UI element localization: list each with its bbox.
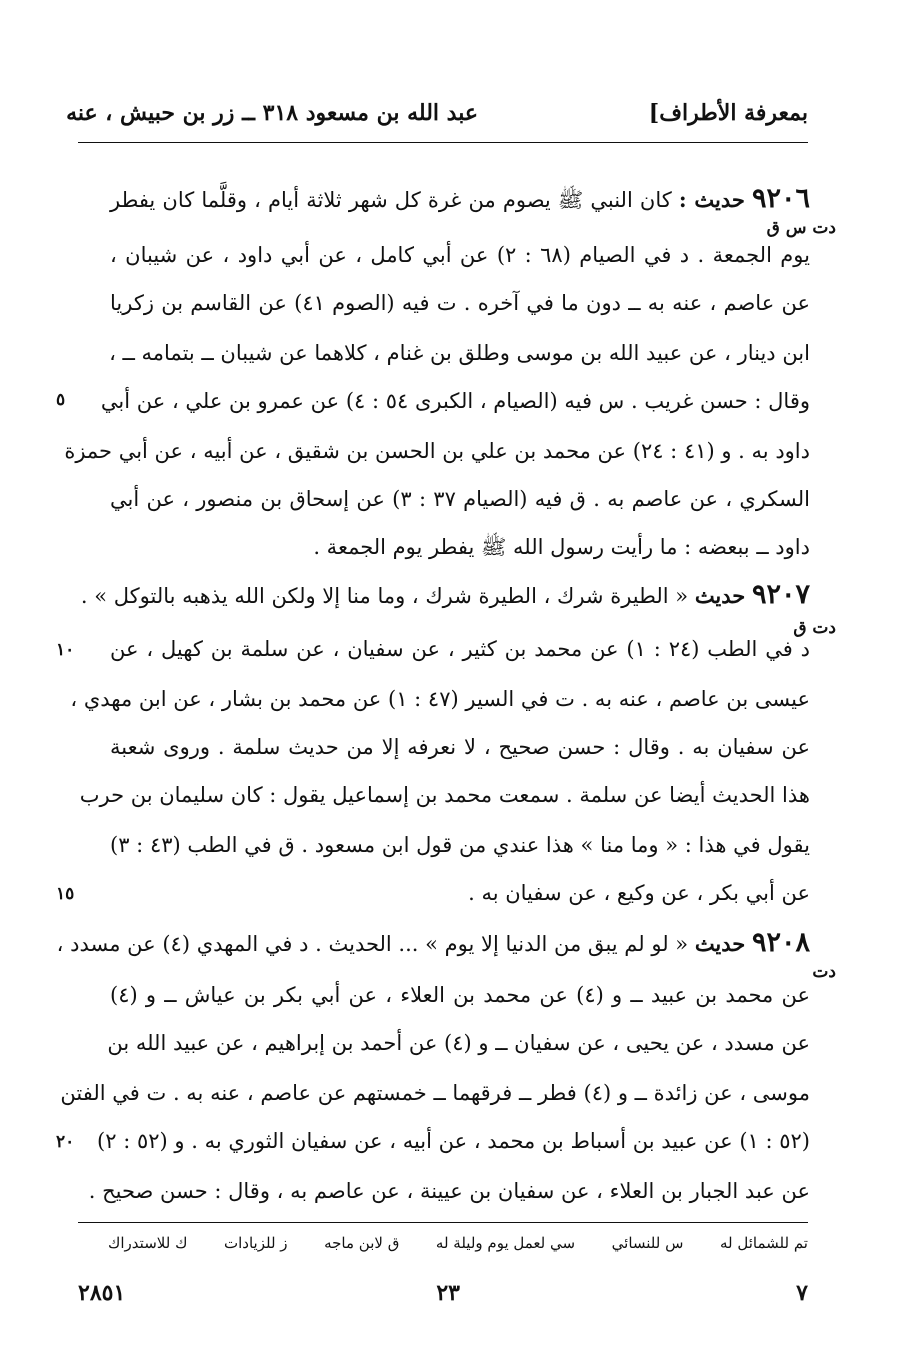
footnote-item: ز للزيادات — [224, 1234, 288, 1252]
entry-9207-line-1 — [80, 579, 810, 611]
entry-sigla: دت س ق — [766, 218, 836, 238]
entry-sigla: دت ق — [793, 618, 836, 638]
entry-line: وقال : حسن غريب . س فيه (الصيام ، الكبرى ٥٤ : ٤) عن عمرو بن علي ، عن أبي — [100, 389, 810, 413]
footer-page-number: ٢٣ — [436, 1280, 460, 1306]
footnote-item: ك للاستدراك — [108, 1234, 188, 1252]
line-number: ٥ — [56, 390, 66, 410]
header-rule — [78, 142, 808, 143]
entry-line: عن أبي بكر ، عن وكيع ، عن سفيان به . — [468, 881, 810, 905]
header-right: بمعرفة الأطراف] — [648, 100, 808, 126]
entry-number: ٩٢٠٧ — [751, 579, 810, 610]
entry-text: « الطيرة شرك ، الطيرة شرك ، وما منا إلا ولكن الله يذهبه بالتوكل » . — [80, 584, 689, 608]
entry-line: عيسى بن عاصم ، عنه به . ت في السير (٤٧ : ١) عن محمد بن بشار ، عن ابن مهدي ، — [70, 687, 810, 711]
footnote-item: ق لابن ماجه — [324, 1234, 400, 1252]
footnote-rule — [78, 1222, 808, 1223]
running-header — [66, 96, 808, 136]
entry-line: (٥٢ : ١) عن عبيد بن أسباط بن محمد ، عن أبيه ، عن سفيان الثوري به . و (٥٢ : ٢) — [97, 1129, 810, 1153]
entry-keyword: حديث — [694, 931, 746, 956]
entry-line: السكري ، عن عاصم به . ق فيه (الصيام ٣٧ : ٣) عن إسحاق بن منصور ، عن أبي — [110, 487, 810, 511]
sigla-key-footnote — [108, 1234, 808, 1252]
entry-line: هذا الحديث أيضا عن سلمة . سمعت محمد بن إسماعيل يقول : كان سليمان بن حرب — [79, 783, 810, 807]
entry-line: عن سفيان به . وقال : حسن صحيح ، لا نعرفه إلا من حديث سلمة . وروى شعبة — [110, 735, 810, 759]
entry-line: ابن دينار ، عن عبيد الله بن موسى وطلق بن غنام ، كلاهما عن شيبان ــ بتمامه ــ ، — [109, 341, 810, 365]
entry-line: يقول في هذا : « وما منا » هذا عندي من قول ابن مسعود . ق في الطب (٤٣ : ٣) — [110, 833, 810, 857]
line-number: ١٥ — [56, 884, 75, 904]
entry-keyword: حديث : — [678, 187, 745, 212]
footer-cumulative-number: ٢٨٥١ — [78, 1280, 126, 1306]
line-number: ٢٠ — [56, 1132, 75, 1152]
entry-line: يوم الجمعة . د في الصيام (٦٨ : ٢) عن أبي كامل ، عن أبي داود ، عن شيبان ، — [110, 243, 810, 267]
entry-text: « لو لم يبق من الدنيا إلا يوم » ... الحديث . د في المهدي (٤) عن مسدد ، — [56, 932, 689, 956]
entry-line: عن محمد بن عبيد ــ و (٤) عن محمد بن العلاء ، عن أبي بكر بن عياش ــ و (٤) — [110, 983, 811, 1007]
footnote-item: سي لعمل يوم وليلة له — [435, 1234, 576, 1252]
entry-line: داود ــ ببعضه : ما رأيت رسول الله ﷺ يفطر يوم الجمعة . — [313, 535, 810, 559]
entry-line: عن عاصم ، عنه به ــ دون ما في آخره . ت فيه (الصوم ٤١) عن القاسم بن زكريا — [110, 291, 810, 315]
entry-line: عن مسدد ، عن يحيى ، عن سفيان ــ و (٤) عن أحمد بن إبراهيم ، عن عبيد الله بن — [107, 1031, 810, 1055]
line-number: ١٠ — [56, 640, 75, 660]
entry-line: داود به . و (٤١ : ٢٤) عن محمد بن علي بن الحسن بن شقيق ، عن أبيه ، عن أبي حمزة — [64, 439, 810, 463]
entry-line: موسى ، عن زائدة ــ و (٤) فطر ــ فرقهما ــ خمستهم عن عاصم ، عنه به . ت في الفتن — [60, 1081, 810, 1105]
footer-part-number: ٧ — [796, 1280, 808, 1306]
entry-number: ٩٢٠٦ — [751, 183, 810, 214]
header-center: عبد الله بن مسعود ٣١٨ ــ زر بن حبيش ، عنه — [66, 100, 478, 126]
entry-line: عن عبد الجبار بن العلاء ، عن سفيان بن عيينة ، عن عاصم به ، وقال : حسن صحيح . — [88, 1179, 810, 1203]
entry-number: ٩٢٠٨ — [751, 927, 810, 958]
entry-9206-line-1 — [110, 184, 810, 215]
entry-line: د في الطب (٢٤ : ١) عن محمد بن كثير ، عن سفيان ، عن سلمة بن كهيل ، عن — [110, 637, 810, 661]
entry-keyword: حديث — [694, 583, 746, 608]
footnote-item: تم للشمائل له — [719, 1234, 808, 1252]
entry-sigla: دت — [812, 962, 836, 982]
entry-text: كان النبي ﷺ يصوم من غرة كل شهر ثلاثة أيام ، وقلَّما كان يفطر — [110, 188, 672, 212]
entry-9208-line-1 — [56, 927, 810, 959]
footnote-item: س للنسائي — [611, 1234, 684, 1252]
